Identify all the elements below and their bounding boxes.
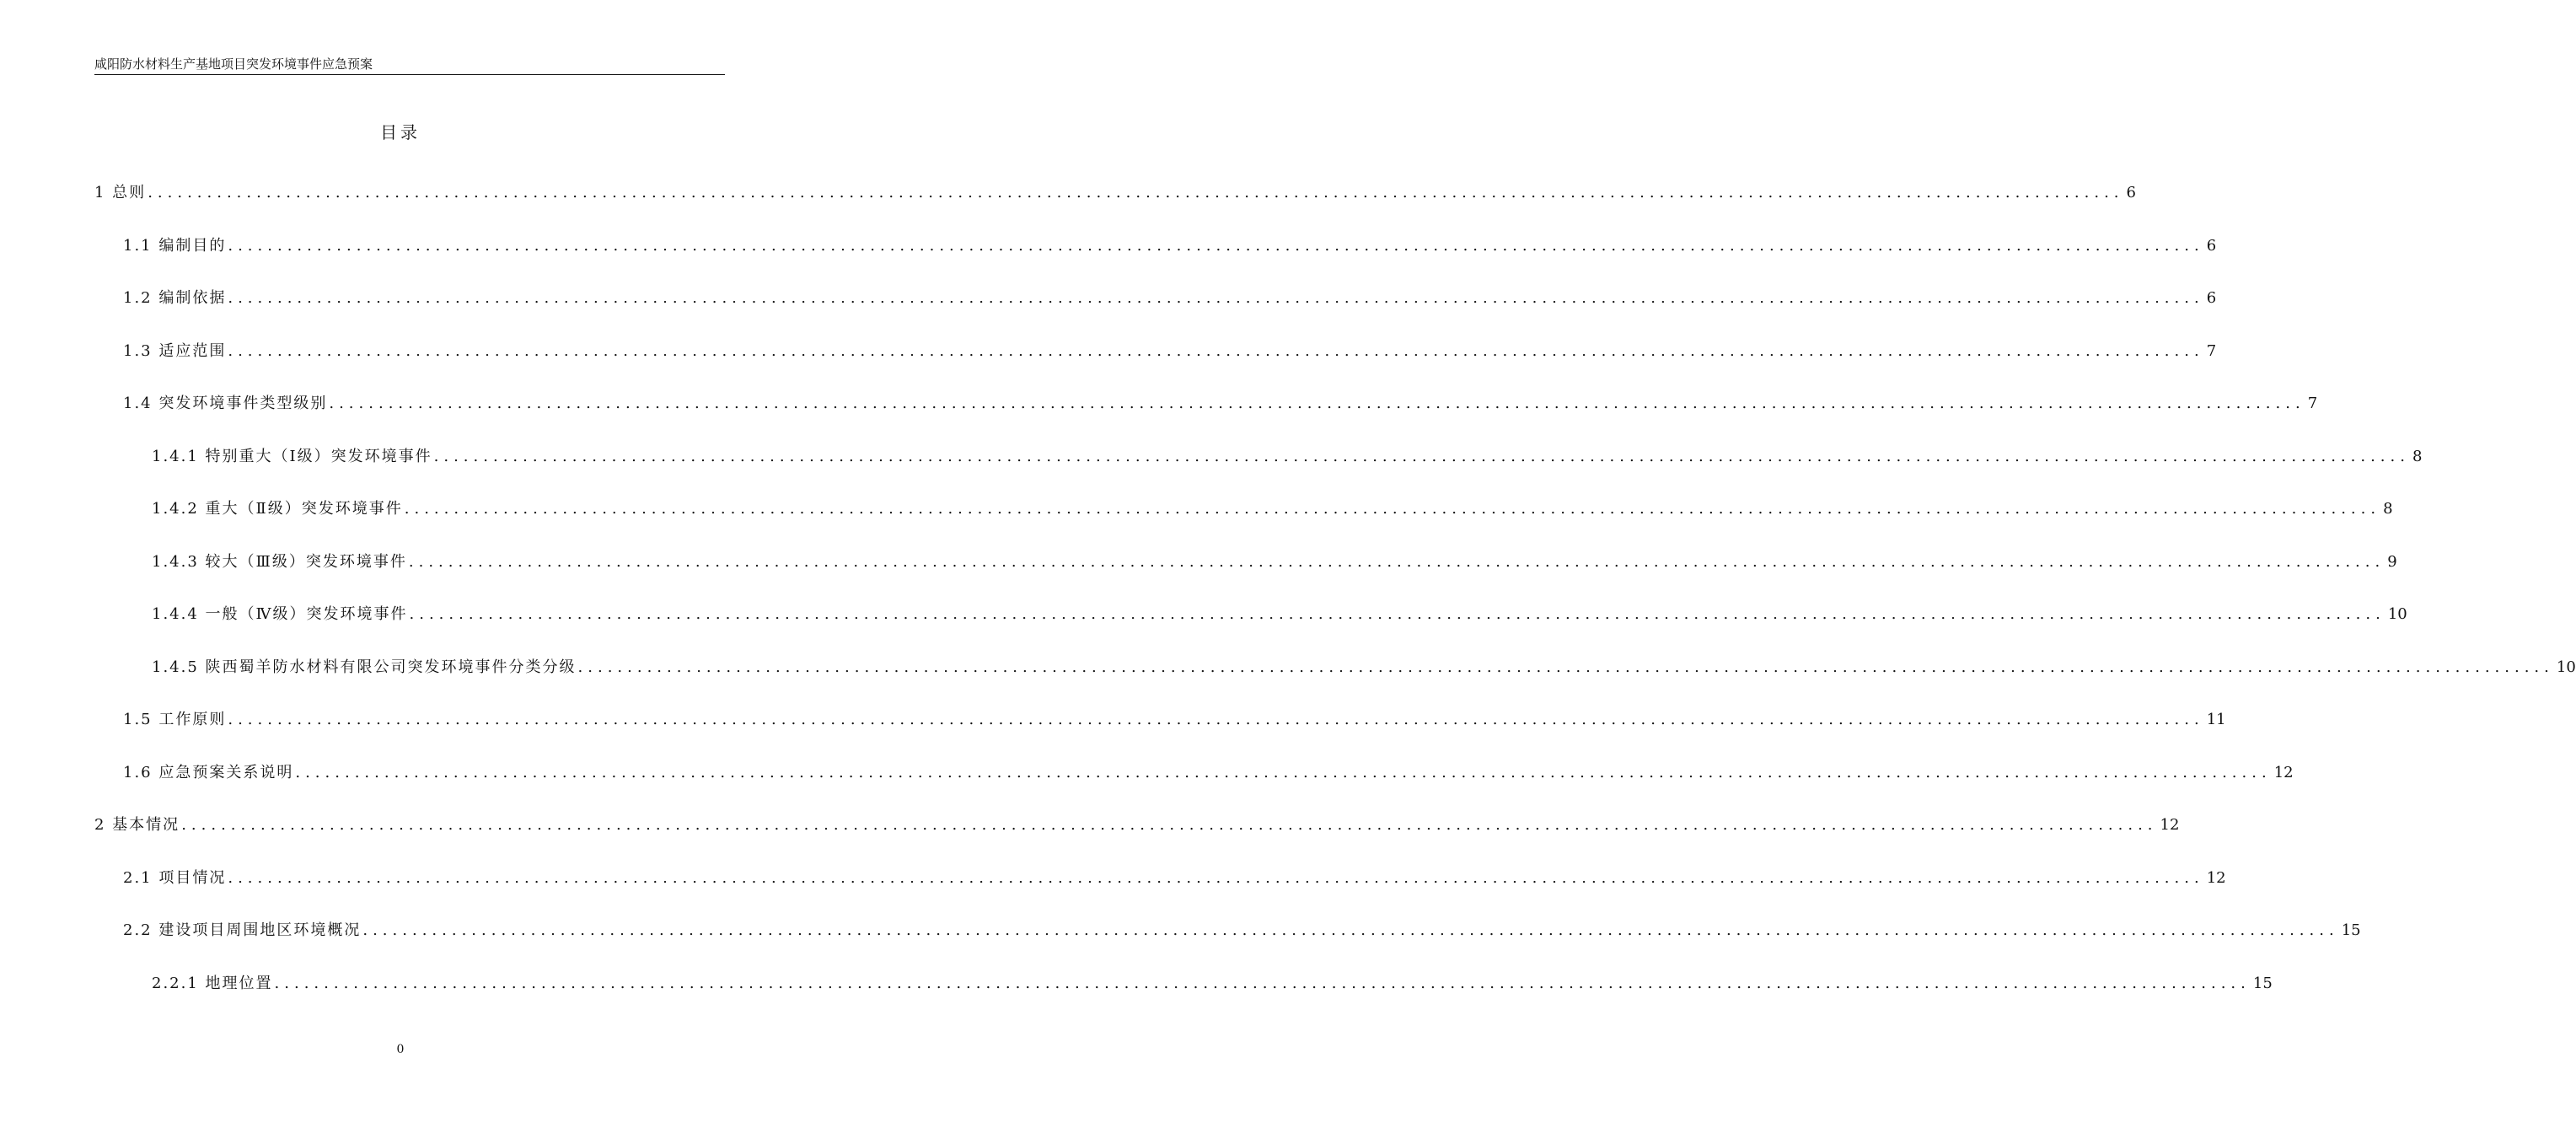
toc-entry-page: 12 bbox=[2206, 869, 2226, 887]
toc-entry[interactable] bbox=[123, 708, 2226, 732]
toc-entry-label: 1.4.3 较大（Ⅲ级）突发环境事件 bbox=[152, 553, 407, 571]
toc-entry[interactable] bbox=[123, 287, 2217, 310]
toc-entry-label: 2.1 项目情况 bbox=[123, 869, 227, 887]
toc-entry-page: 15 bbox=[2252, 975, 2273, 992]
toc-entry[interactable] bbox=[152, 603, 2407, 626]
toc-entry-page: 6 bbox=[2206, 237, 2217, 255]
toc-leader-dots: ........................................................................................................................................................................................................ bbox=[404, 500, 2381, 518]
toc-entry[interactable] bbox=[152, 972, 2273, 996]
toc-entry-page: 6 bbox=[2126, 184, 2136, 201]
toc-entry-page: 11 bbox=[2206, 711, 2226, 728]
toc-entry-page: 8 bbox=[2383, 500, 2393, 518]
toc-entry-page: 8 bbox=[2412, 448, 2423, 465]
toc-entry[interactable] bbox=[123, 340, 2217, 363]
toc-entry-label: 1.4.5 陕西蜀羊防水材料有限公司突发环境事件分类分级 bbox=[152, 658, 577, 676]
toc-entry-page: 12 bbox=[2273, 764, 2294, 781]
toc-entry-label: 1.3 适应范围 bbox=[123, 342, 227, 360]
toc-entry-page: 9 bbox=[2387, 553, 2397, 571]
toc-leader-dots: ........................................................................................................................................................................................................ bbox=[228, 711, 2204, 728]
toc-leader-dots: ........................................................................................................................................................................................................ bbox=[228, 342, 2204, 360]
toc-entry-label: 1.1 编制目的 bbox=[123, 237, 227, 255]
toc-entry-label: 2.2.1 地理位置 bbox=[152, 975, 273, 992]
toc-entry[interactable] bbox=[152, 656, 2576, 679]
toc-entry-page: 7 bbox=[2206, 342, 2217, 360]
toc-leader-dots: ........................................................................................................................................................................................................ bbox=[181, 816, 2158, 834]
toc-entry-label: 2.2 建设项目周围地区环境概况 bbox=[123, 921, 362, 939]
toc-entry-label: 2 基本情况 bbox=[94, 816, 180, 834]
toc-leader-dots: ........................................................................................................................................................................................................ bbox=[362, 921, 2339, 939]
toc-entry-page: 15 bbox=[2341, 921, 2361, 939]
toc-entry-label: 1.2 编制依据 bbox=[123, 289, 227, 307]
toc-leader-dots: ........................................................................................................................................................................................................ bbox=[433, 448, 2410, 465]
toc-entry-page: 10 bbox=[2387, 605, 2407, 623]
toc-entry[interactable] bbox=[123, 867, 2226, 890]
toc-title: 目录 bbox=[380, 122, 421, 142]
toc-entry[interactable] bbox=[152, 445, 2423, 469]
toc-entry[interactable] bbox=[123, 761, 2294, 785]
toc-leader-dots: ........................................................................................................................................................................................................ bbox=[228, 289, 2204, 307]
toc-entry[interactable] bbox=[152, 497, 2393, 521]
toc-entry[interactable] bbox=[94, 814, 2180, 837]
toc-entry-label: 1.4.4 一般（Ⅳ级）突发环境事件 bbox=[152, 605, 408, 623]
toc-entry[interactable] bbox=[94, 181, 2136, 205]
toc-entry-label: 1.4.2 重大（Ⅱ级）突发环境事件 bbox=[152, 500, 403, 518]
toc-leader-dots: ........................................................................................................................................................................................................ bbox=[274, 975, 2251, 992]
toc-leader-dots: ........................................................................................................................................................................................................ bbox=[408, 553, 2385, 571]
toc-entry-page: 12 bbox=[2160, 816, 2180, 834]
toc-entry-page: 6 bbox=[2206, 289, 2217, 307]
header-title: 咸阳防水材料生产基地项目突发环境事件应急预案 bbox=[94, 56, 373, 72]
toc-entry-label: 1.4 突发环境事件类型级别 bbox=[123, 395, 328, 412]
toc-entry[interactable] bbox=[123, 234, 2217, 258]
toc-leader-dots: ........................................................................................................................................................................................................ bbox=[295, 764, 2272, 781]
toc-entry-label: 1.5 工作原则 bbox=[123, 711, 227, 728]
toc-leader-dots: ........................................................................................................................................................................................................ bbox=[148, 184, 2124, 201]
toc-entry[interactable] bbox=[123, 919, 2361, 942]
page-number: 0 bbox=[396, 1043, 405, 1056]
toc-leader-dots: ........................................................................................................................................................................................................ bbox=[577, 658, 2554, 676]
toc-leader-dots: ........................................................................................................................................................................................................ bbox=[409, 605, 2385, 623]
toc-leader-dots: ........................................................................................................................................................................................................ bbox=[228, 869, 2204, 887]
toc-entry-page: 7 bbox=[2307, 395, 2318, 412]
toc-entry[interactable] bbox=[123, 392, 2318, 416]
toc-leader-dots: ........................................................................................................................................................................................................ bbox=[329, 395, 2305, 412]
toc-entry[interactable] bbox=[152, 550, 2397, 574]
toc-leader-dots: ........................................................................................................................................................................................................ bbox=[228, 237, 2204, 255]
toc-entry-label: 1 总则 bbox=[94, 184, 147, 201]
toc-entry-label: 1.6 应急预案关系说明 bbox=[123, 764, 294, 781]
toc-entry-page: 10 bbox=[2556, 658, 2576, 676]
toc-entry-label: 1.4.1 特别重大（Ⅰ级）突发环境事件 bbox=[152, 448, 432, 465]
